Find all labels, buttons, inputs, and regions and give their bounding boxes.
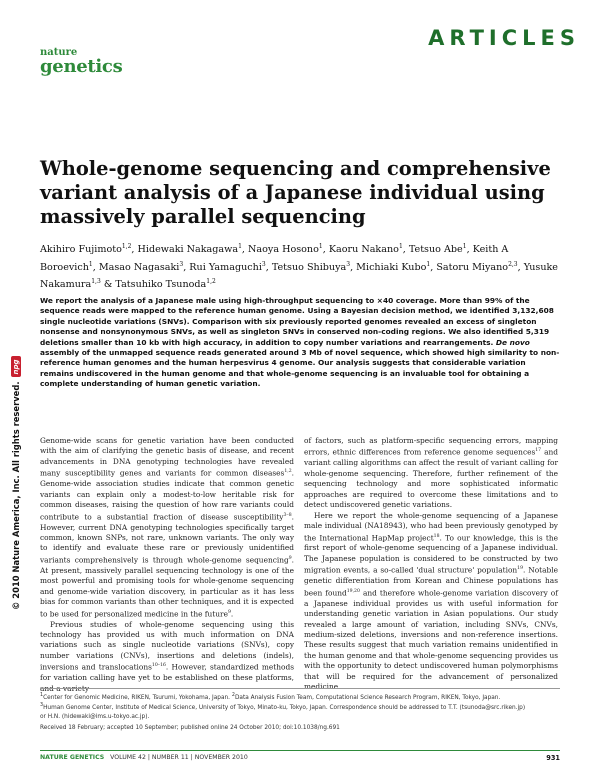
author-name: Tetsuo Shibuya — [271, 261, 347, 273]
author-name: Tetsuo Abe — [408, 244, 463, 256]
author-affiliation: 1 — [462, 243, 467, 250]
author-affiliation: 1,3 — [91, 278, 101, 286]
author-name: Kaoru Nakano — [328, 244, 399, 256]
footnote-line: or H.N. (hidewaki@ims.u-tokyo.ac.jp). — [40, 713, 150, 720]
body-column-right — [304, 436, 558, 693]
author-list: Akihiro Fujimoto$^{1,2}$, Hidewaki Nakagawa$^1$, Naoya Hosono$^1$, Kaoru Nakano$^1$, Tetsuo Abe$^1$, Keith A Boroevich$^1$, Masao Nagasaki$^3$, Rui Yamaguchi$^3$, Tetsuo Shibuya$^3$, Michiaki Kubo$^1$, Satoru Miyano$^{2,3}$, Yusuke Nakamura$^{1,3}$ & Tatsuhiko Tsunoda$^{1,2}$ — [40, 243, 558, 291]
author-affiliation: 1 — [398, 243, 403, 250]
affiliations — [40, 692, 560, 721]
body-paragraph: Here we report the whole-genome sequencing of a Japanese male individual (NA18943), who had been previously genotyped by the International HapMap project$^{18}$. To our knowledge, this is the first report of whole-genome sequencing of a Japanese individual. The Japanese population is considered to be constructed by two migration events, a so-called 'dual structure' population$^{19}$. Notable genetic differentiation from Korean and Chinese populations has been found$^{19,20}$ and therefore whole-genome variation discovery of a Japanese individual provides us with useful information for understanding genetic variation in Asian populations. Our study revealed a large amount of variation, including SNVs, CNVs, medium-sized deletions, inversions and non-reference insertions. These results suggest that much variation remains unidentified in the human genome and that whole-genome sequencing provides us with the opportunity to detect undiscovered human polymorphisms that will be required for the advancement of personalized medicine. — [304, 510, 559, 692]
author-affiliation: 3 — [346, 260, 351, 268]
author-affiliation: 1,2 — [206, 278, 216, 286]
body-paragraph: Genome-wide scans for genetic variation have been conducted with the aim of clarifying the genetic basis of disease, and recent advancements in DNA genotyping technologies have revealed many susceptibility genes and variants for common diseases$^{1,2}$. Genome-wide association studies indicate that common genetic variants can explain only a modest-to-low heritable risk for common diseases, raising the question of how rare variants could contribute to a substantial fraction of disease susceptibility$^{3-8}$. However, current DNA genotyping technologies specifically target common, known SNPs, not rare, unknown variants. The only way to identify and evaluate these rare or previously unidentified variants comprehensively is through whole-genome sequencing$^9$. At present, massively parallel sequencing technology is one of the most powerful and promising tools for whole-genome sequencing and genome-wide variation discovery, in particular as it has less bias for common variants than other techniques, and it is expected to be used for personalized medicine in the future$^9$. — [40, 436, 294, 619]
author-name: Akihiro Fujimoto — [40, 244, 122, 256]
abstract: We report the analysis of a Japanese male using high-throughput sequencing to ×40 coverage. More than 99% of the sequence reads were mapped to the reference human genome. Using a Bayesian decision method, we identified 3,132,608 single nucleotide variations (SNVs). Comparison with six previously reported genomes revealed an excess of singleton nonsense and nonsynonymous SNVs, as well as singleton SNVs in conserved non-coding regions. We also identified 5,319 deletions smaller than 10 kb with high accuracy, in addition to copy number variations and rearrangements. De novo assembly of the unmapped sequence reads generated around 3 Mb of novel sequence, which showed high similarity to non-reference human genomes and the human herpesvirus 4 genome. Our analysis suggests that considerable variation remains undiscovered in the human genome and that whole-genome sequencing is an invaluable tool for obtaining a complete understanding of human genetic variation. — [40, 296, 560, 389]
journal-logo — [40, 48, 122, 76]
author-name: Hidewaki Nakagawa — [137, 244, 239, 256]
page-number: 931 — [546, 754, 560, 762]
author-name: Masao Nagasaki — [98, 261, 180, 273]
body-paragraph: of factors, such as platform-specific sequencing errors, mapping errors, ethnic differences from reference genome sequences$^{17}$ and variant calling algorithms can affect the result of variant calling for whole-genome sequencing. Therefore, further refinement of the sequencing technology and more sophisticated informatic approaches are required to overcome these limitations and to detect undiscovered genetic variations. — [304, 436, 558, 510]
footnote-line: $^1$Center for Genomic Medicine, RIKEN, Tsurumi, Yokohama, Japan. $^2$Data Analysis Fusion Team, Computational Science Research Program, RIKEN, Tokyo, Japan. — [40, 693, 501, 701]
footnote-line: $^3$Human Genome Center, Institute of Medical Science, University of Tokyo, Minato-ku, Tokyo, Japan. Correspondence should be addressed to T.T. (tsunoda@src.riken.jp) — [40, 703, 526, 712]
author-affiliation: 3 — [179, 260, 184, 268]
author-name: Naoya Hosono — [248, 244, 319, 256]
author-name: Rui Yamaguchi — [189, 261, 262, 273]
logo-nature: nature — [40, 47, 78, 58]
body-column-left — [40, 436, 294, 694]
author-name: Yusuke Nakamura — [40, 261, 558, 291]
author-name: Michiaki Kubo — [356, 261, 427, 273]
author-name: Satoru Miyano — [436, 261, 509, 273]
footer-journal: NATURE GENETICS — [40, 754, 105, 761]
author-name: Tatsuhiko Tsunoda — [115, 279, 207, 291]
copyright-text: © 2010 Nature America, Inc. All rights reserved. — [11, 381, 21, 610]
author-affiliation: 1 — [318, 243, 323, 250]
author-affiliation: 1 — [88, 260, 93, 268]
author-affiliation: 3 — [261, 260, 266, 268]
footnote-divider — [40, 688, 560, 689]
article-title: Whole-genome sequencing and comprehensive variant analysis of a Japanese individual using massively parallel sequencing — [40, 157, 551, 228]
footer-issue: VOLUME 42 | NUMBER 11 | NOVEMBER 2010 — [110, 754, 248, 761]
side-copyright — [3, 265, 31, 610]
author-affiliation: 1,2 — [121, 243, 132, 250]
npg-logo: npg — [11, 356, 21, 377]
received-dates: Received 18 February; accepted 10 September; published online 24 October 2010; doi:10.1038/ng.691 — [40, 725, 340, 731]
author-affiliation: 1 — [426, 260, 431, 268]
author-affiliation: 1 — [238, 243, 242, 250]
author-affiliation: 2,3 — [508, 260, 518, 268]
author-name: Keith A Boroevich — [40, 244, 509, 273]
logo-genetics: genetics — [40, 56, 123, 77]
body-paragraph: Previous studies of whole-genome sequencing using this technology has provided us with much information on DNA variations such as single nucleotide variations (SNVs), copy number variations (CNVs), insertions and deletions (indels), inversions and translocations$^{10-16}$. However, standardized methods for variation calling have yet to be established on these platforms, and a variety — [40, 619, 294, 693]
footer-divider — [40, 750, 560, 751]
section-label: ARTICLES — [428, 26, 580, 50]
page-footer — [40, 754, 560, 766]
